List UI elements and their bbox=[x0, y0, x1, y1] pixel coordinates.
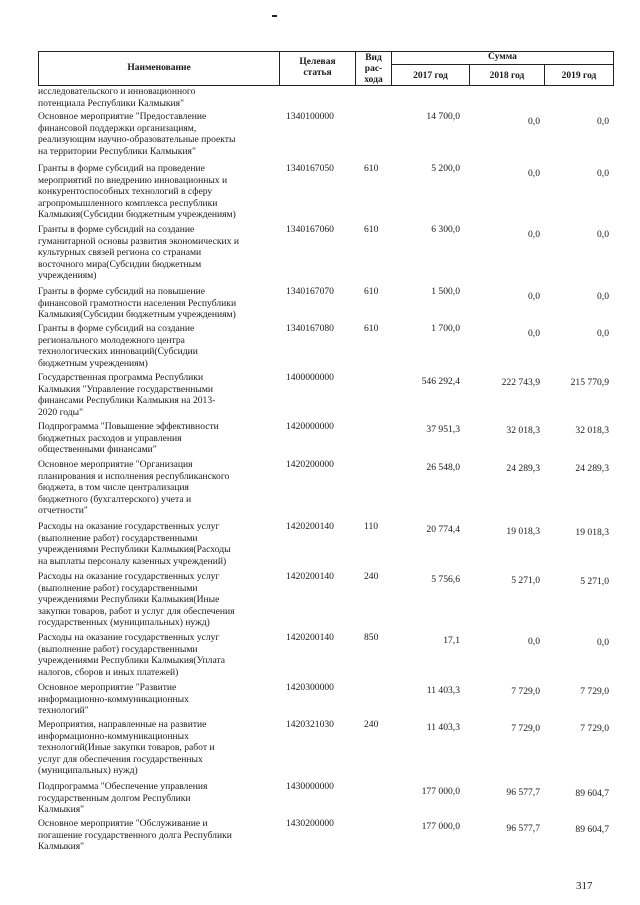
row-name: Подпрограмма "Обеспечение управления государственным долгом Республики Калмыкия" bbox=[38, 781, 208, 816]
row-code: 1420200140 bbox=[286, 632, 334, 643]
row-2018: 7 729,0 bbox=[511, 723, 540, 734]
header-2019: 2019 год bbox=[561, 71, 597, 81]
header-code: Целевая статья bbox=[299, 57, 336, 78]
row-2017: 5 756,6 bbox=[431, 574, 460, 585]
row-2018: 5 271,0 bbox=[511, 575, 540, 586]
row-2019: 19 018,3 bbox=[575, 527, 609, 538]
row-name: Основное мероприятие "Обслуживание и погашение государственного долга Республики Калмыкия" bbox=[38, 818, 232, 853]
row-2018: 96 577,7 bbox=[506, 787, 540, 798]
row-2017: 1 700,0 bbox=[431, 323, 460, 334]
header-sum: Сумма bbox=[488, 52, 517, 62]
row-2019: 0,0 bbox=[597, 229, 609, 240]
row-name: Основное мероприятие "Организация планирования и исполнения республиканского бюджета, в том числе централизация бюджетного (бухгалтерского) учета и отчетности" bbox=[38, 459, 230, 517]
row-name: Гранты в форме субсидий на создание регионального молодежного центра технологических инноваций(Субсидии бюджетным учреждениям) bbox=[38, 323, 198, 369]
row-2017: 11 403,3 bbox=[426, 685, 460, 696]
row-2018: 7 729,0 bbox=[511, 686, 540, 697]
row-2019: 0,0 bbox=[597, 116, 609, 127]
row-2019: 5 271,0 bbox=[580, 576, 609, 587]
row-name: Гранты в форме субсидий на проведение мероприятий по внедрению инновационных и конкурентоспособных технологий в сферу агропромышленного комплекса республики Калмыкия(Субсидии бюджетным учреждениям) bbox=[38, 163, 236, 221]
row-2017: 546 292,4 bbox=[421, 376, 460, 387]
row-2017: 17,1 bbox=[443, 635, 460, 646]
row-2017: 1 500,0 bbox=[431, 286, 460, 297]
row-2019: 7 729,0 bbox=[580, 723, 609, 734]
row-code: 1340167050 bbox=[286, 163, 334, 174]
row-kind: 610 bbox=[364, 323, 379, 334]
row-2019: 0,0 bbox=[597, 291, 609, 302]
row-name: Гранты в форме субсидий на создание гуманитарной основы развития экономических и культурных связей региона со странами восточного мира(Субсидии бюджетным учреждениям) bbox=[38, 224, 239, 282]
row-code: 1340167080 bbox=[286, 323, 334, 334]
row-name: Расходы на оказание государственных услуг (выполнение работ) государственными учреждениями Республики Калмыкия(Иные закупки товаров, работ и услуг для обеспечения государственных (муниципальных) нужд) bbox=[38, 571, 235, 629]
row-2019: 32 018,3 bbox=[575, 425, 609, 436]
row-2019: 89 604,7 bbox=[575, 788, 609, 799]
header-kind: Вид рас- хода bbox=[364, 53, 383, 85]
row-2019: 7 729,0 bbox=[580, 686, 609, 697]
row-2019: 215 770,9 bbox=[570, 377, 609, 388]
row-2017: 5 200,0 bbox=[431, 163, 460, 174]
row-kind: 610 bbox=[364, 224, 379, 235]
header-2018: 2018 год bbox=[489, 71, 525, 81]
row-code: 1430000000 bbox=[286, 781, 334, 792]
row-2017: 14 700,0 bbox=[426, 111, 460, 122]
row-2019: 0,0 bbox=[597, 328, 609, 339]
row-2018: 0,0 bbox=[528, 328, 540, 339]
row-2017: 177 000,0 bbox=[421, 786, 460, 797]
row-2018: 0,0 bbox=[528, 116, 540, 127]
row-code: 1340167070 bbox=[286, 286, 334, 297]
row-code: 1340167060 bbox=[286, 224, 334, 235]
row-name: Гранты в форме субсидий на повышение финансовой грамотности населения Республики Калмыкия(Субсидии бюджетным учреждениям) bbox=[38, 286, 237, 321]
row-code: 1420000000 bbox=[286, 421, 334, 432]
row-code: 1420200140 bbox=[286, 521, 334, 532]
row-kind: 850 bbox=[364, 632, 379, 643]
row-2018: 0,0 bbox=[528, 168, 540, 179]
row-kind: 610 bbox=[364, 286, 379, 297]
row-2017: 11 403,3 bbox=[426, 722, 460, 733]
row-2017: 6 300,0 bbox=[431, 224, 460, 235]
row-name: Подпрограмма "Повышение эффективности бюджетных расходов и управления общественными финансами" bbox=[38, 421, 219, 456]
row-2018: 0,0 bbox=[528, 291, 540, 302]
row-2019: 24 289,3 bbox=[575, 463, 609, 474]
row-2018: 0,0 bbox=[528, 229, 540, 240]
header-name: Наименование bbox=[127, 63, 191, 73]
row-2018: 19 018,3 bbox=[506, 526, 540, 537]
row-2017: 26 548,0 bbox=[426, 462, 460, 473]
header-2017: 2017 год bbox=[413, 71, 448, 81]
row-name: Расходы на оказание государственных услуг (выполнение работ) государственными учреждениями Республики Калмыкия(Уплата налогов, сборов и иных платежей) bbox=[38, 632, 226, 678]
row-2019: 0,0 bbox=[597, 168, 609, 179]
row-2019: 0,0 bbox=[597, 637, 609, 648]
row-2017: 177 000,0 bbox=[421, 821, 460, 832]
row-code: 1420300000 bbox=[286, 682, 334, 693]
row-name: Мероприятия, направленные на развитие информационно-коммуникационных технологий(Иные закупки товаров, работ и услуг для обеспечения государственных (муниципальных) нужд) bbox=[38, 719, 215, 777]
row-2018: 24 289,3 bbox=[506, 463, 540, 474]
row-2017: 37 951,3 bbox=[426, 424, 460, 435]
row-name: Основное мероприятие "Предоставление финансовой поддержки организациям, реализующим научно-образовательные проекты на территории Республики Калмыкия" bbox=[38, 111, 236, 157]
row-code: 1420321030 bbox=[286, 719, 334, 730]
row-name: Государственная программа Республики Калмыкия "Управление государственными финансами Республики Калмыкия на 2013- 2020 годы" bbox=[38, 372, 216, 418]
page-number: 317 bbox=[576, 880, 593, 892]
row-kind: 610 bbox=[364, 163, 379, 174]
row-kind: 240 bbox=[364, 719, 379, 730]
row-name: Основное мероприятие "Развитие информационно-коммуникационных технологий" bbox=[38, 682, 189, 717]
row-name: исследовательского и инновационного потенциала Республики Калмыкия" bbox=[38, 86, 196, 109]
row-code: 1340100000 bbox=[286, 111, 334, 122]
top-mark bbox=[272, 15, 277, 17]
row-2017: 20 774,4 bbox=[426, 524, 460, 535]
row-2018: 222 743,9 bbox=[501, 377, 540, 388]
row-code: 1420200000 bbox=[286, 459, 334, 470]
row-2018: 0,0 bbox=[528, 636, 540, 647]
row-kind: 110 bbox=[364, 521, 379, 532]
row-2018: 96 577,7 bbox=[506, 823, 540, 834]
row-code: 1400000000 bbox=[286, 372, 334, 383]
row-kind: 240 bbox=[364, 571, 379, 582]
row-code: 1420200140 bbox=[286, 571, 334, 582]
row-2019: 89 604,7 bbox=[575, 824, 609, 835]
row-code: 1430200000 bbox=[286, 818, 334, 829]
row-name: Расходы на оказание государственных услуг (выполнение работ) государственными учреждениями Республики Калмыкия(Расходы на выплаты персоналу казенных учреждений) bbox=[38, 521, 231, 567]
row-2018: 32 018,3 bbox=[506, 425, 540, 436]
